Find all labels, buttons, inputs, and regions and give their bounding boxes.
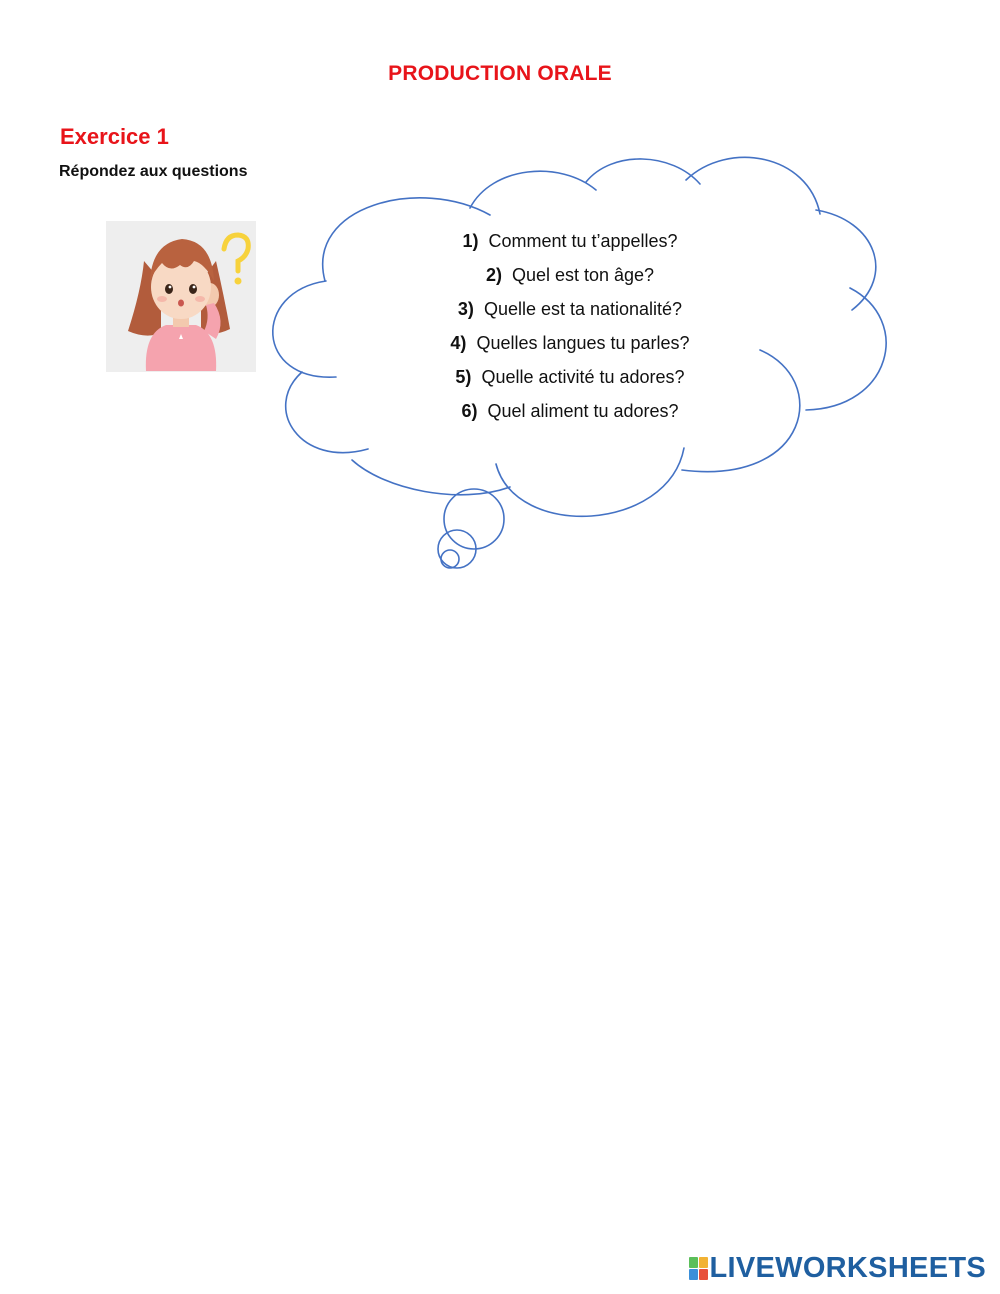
question-number: 4)	[450, 333, 467, 353]
question-item	[380, 330, 760, 364]
question-number: 1)	[462, 231, 479, 251]
question-text: Comment tu t’appelles?	[488, 231, 678, 251]
liveworksheets-logo-text: LIVEWORKSHEETS	[709, 1252, 986, 1284]
question-item	[380, 262, 760, 296]
question-item	[380, 296, 760, 330]
question-text: Quelle activité tu adores?	[481, 367, 685, 387]
question-list	[380, 228, 760, 432]
question-item	[380, 228, 760, 262]
question-number: 5)	[455, 367, 472, 387]
exercise-title: Exercice 1	[60, 124, 169, 149]
question-text: Quelle est ta nationalité?	[483, 299, 683, 319]
question-number: 2)	[485, 265, 502, 285]
question-number: 6)	[461, 401, 478, 421]
liveworksheets-logo-icon	[689, 1257, 708, 1280]
question-number: 3)	[457, 299, 474, 319]
liveworksheets-logo[interactable]	[689, 1252, 987, 1285]
page-title: PRODUCTION ORALE	[388, 62, 612, 85]
question-text: Quel est ton âge?	[511, 265, 655, 285]
exercise-instruction: Répondez aux questions	[59, 163, 248, 180]
question-text: Quelles langues tu parles?	[476, 333, 690, 353]
question-item	[380, 364, 760, 398]
question-text: Quel aliment tu adores?	[487, 401, 679, 421]
question-item	[380, 398, 760, 432]
